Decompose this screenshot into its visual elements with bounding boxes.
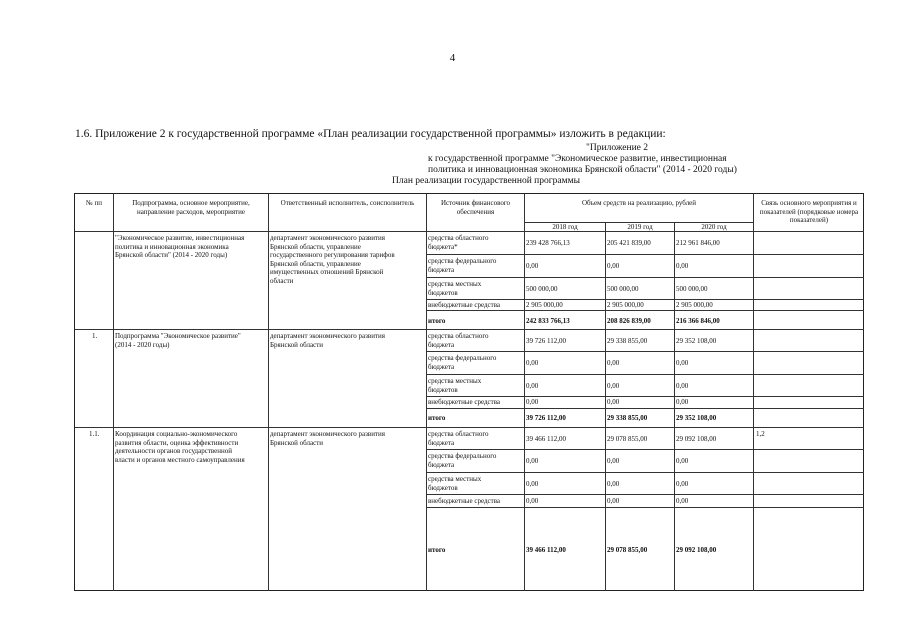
row-divider	[426, 254, 864, 255]
cell-value: 0,00	[526, 398, 539, 406]
cell-total: 29 078 855,00	[607, 546, 648, 554]
cell-value: 0,00	[607, 359, 620, 367]
row-divider	[75, 427, 864, 428]
cell-value: 0,00	[676, 359, 689, 367]
cell-value: 0,00	[607, 262, 620, 270]
row-divider	[426, 494, 864, 495]
cell-value: 0,00	[676, 497, 689, 505]
cell-total: 29 338 855,00	[607, 414, 648, 422]
cell-value: 0,00	[676, 398, 689, 406]
source-total: итого	[428, 546, 446, 554]
row-divider	[426, 472, 864, 473]
source-federal: средства федерального бюджета	[428, 354, 497, 371]
cell-value: 2 905 000,00	[607, 301, 644, 309]
cell-value: 29 352 108,00	[676, 337, 717, 345]
cell-value: 205 421 839,00	[607, 239, 651, 247]
cell-value: 0,00	[607, 457, 620, 465]
cell-value: 29 092 108,00	[676, 435, 717, 443]
cell-value: 0,00	[526, 359, 539, 367]
cell-value: 0,00	[676, 382, 689, 390]
cell-value: 0,00	[676, 457, 689, 465]
header-2018: 2018 год	[552, 223, 578, 231]
header-source: Источник финансового обеспечения	[440, 199, 511, 216]
intro-text: 1.6. Приложение 2 к государственной программе «План реализации государственной программы» изложить в редакции:	[75, 128, 666, 140]
row-divider	[426, 507, 864, 508]
cell-value: 0,00	[526, 480, 539, 488]
row-name: Координация социально-экономического развития области, оценка эффективности деятельности органов государственной власти и органов местного самоуправления	[115, 430, 245, 464]
cell-total: 216 366 846,00	[676, 317, 720, 325]
header-num: № пп	[86, 199, 102, 207]
cell-value: 0,00	[526, 497, 539, 505]
header-link: Связь основного мероприятия и показателей (порядковые номера показателей)	[759, 199, 859, 224]
cell-value: 0,00	[607, 480, 620, 488]
appendix-line-2: политика и инновационная экономика Брянской области" (2014 - 2020 годы)	[428, 165, 737, 175]
source-local: средства местных бюджетов	[428, 475, 482, 492]
row-name: "Экономическое развитие, инвестиционная политика и инновационная экономика Брянской области" (2014 - 2020 годы)	[115, 234, 245, 259]
cell-value: 39 726 112,00	[526, 337, 566, 345]
cell-value: 29 338 855,00	[607, 337, 648, 345]
row-divider	[426, 299, 864, 300]
row-executor: департамент экономического развития Брянской области	[270, 332, 385, 349]
row-link: 1,2	[756, 430, 765, 438]
cell-value: 212 961 846,00	[676, 239, 720, 247]
cell-total: 39 466 112,00	[526, 546, 566, 554]
row-divider	[426, 408, 864, 409]
plan-title: План реализации государственной программы	[392, 176, 581, 186]
cell-value: 0,00	[607, 497, 620, 505]
row-divider	[426, 351, 864, 352]
source-extra: внебюджетные средства	[428, 497, 501, 505]
cell-value: 500 000,00	[526, 285, 558, 293]
row-divider	[75, 329, 864, 330]
cell-value: 39 466 112,00	[526, 435, 566, 443]
row-num: 1.	[92, 332, 98, 340]
appendix-line-1: к государственной программе "Экономическое развитие, инвестиционная	[428, 154, 727, 164]
cell-value: 2 905 000,00	[676, 301, 713, 309]
row-name: Подпрограмма "Экономическое развитие" (2014 - 2020 годы)	[115, 332, 241, 349]
source-total: итого	[428, 414, 446, 422]
cell-value: 239 428 766,13	[526, 239, 570, 247]
row-divider	[426, 396, 864, 397]
col-divider	[268, 194, 269, 591]
row-executor: департамент экономического развития Брянской области, управление государственного регулирования тарифов Брянской области, управление имущественных отношений Брянской области	[270, 234, 395, 285]
cell-value: 0,00	[526, 457, 539, 465]
header-volume: Объем средств на реализацию, рублей	[581, 199, 697, 207]
row-divider	[426, 374, 864, 375]
row-divider	[426, 449, 864, 450]
col-divider	[113, 194, 114, 591]
appendix-title: "Приложение 2	[586, 143, 648, 153]
source-federal: средства федерального бюджета	[428, 257, 497, 274]
row-divider	[426, 310, 864, 311]
row-num: 1.1.	[89, 430, 100, 438]
page-number: 4	[449, 52, 456, 64]
header-subprogram: Подпрограмма, основное мероприятие, направление расходов, мероприятие	[132, 199, 250, 216]
cell-total: 39 726 112,00	[526, 414, 566, 422]
cell-value: 2 905 000,00	[526, 301, 563, 309]
plan-table	[74, 193, 864, 591]
source-local: средства местных бюджетов	[428, 377, 482, 394]
row-executor: департамент экономического развития Брянской области	[270, 430, 385, 447]
cell-total: 208 826 839,00	[607, 317, 651, 325]
source-extra: внебюджетные средства	[428, 301, 501, 309]
header-executor: Ответственный исполнитель, соисполнитель	[280, 199, 415, 207]
source-regional: средства областного бюджета	[428, 430, 489, 447]
cell-value: 0,00	[607, 398, 620, 406]
cell-total: 29 352 108,00	[676, 414, 717, 422]
header-2019: 2019 год	[627, 223, 653, 231]
row-divider	[426, 277, 864, 278]
source-total: итого	[428, 317, 446, 325]
cell-total: 242 833 766,13	[526, 317, 570, 325]
cell-value: 500 000,00	[607, 285, 639, 293]
cell-value: 0,00	[676, 262, 689, 270]
source-local: средства местных бюджетов	[428, 280, 482, 297]
cell-value: 0,00	[607, 382, 620, 390]
source-regional: средства областного бюджета	[428, 332, 489, 349]
cell-value: 0,00	[526, 262, 539, 270]
source-extra: внебюджетные средства	[428, 398, 501, 406]
source-regional: средства областного бюджета*	[428, 234, 489, 251]
source-federal: средства федерального бюджета	[428, 452, 497, 469]
header-2020: 2020 год	[701, 223, 727, 231]
cell-total: 29 092 108,00	[676, 546, 717, 554]
cell-value: 500 000,00	[676, 285, 708, 293]
cell-value: 29 078 855,00	[607, 435, 648, 443]
cell-value: 0,00	[676, 480, 689, 488]
cell-value: 0,00	[526, 382, 539, 390]
